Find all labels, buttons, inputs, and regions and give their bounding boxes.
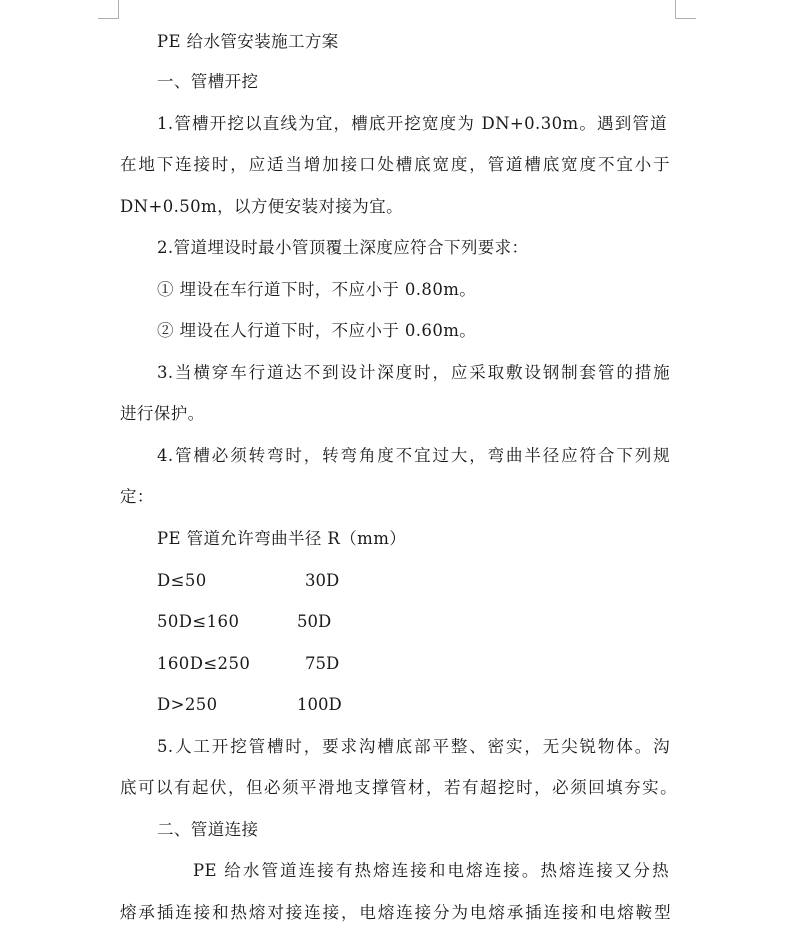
table-cell-condition: D>250: [157, 695, 218, 714]
list-item: ① 埋设在车行道下时，不应小于 0.80m。: [157, 280, 477, 299]
paragraph-line: 进行保护。: [120, 404, 205, 423]
paragraph-line: 底可以有起伏，但必须平滑地支撑管材，若有超挖时，必须回填夯实。: [120, 778, 677, 797]
paragraph-line: 4.管槽必须转弯时，转弯角度不宜过大，弯曲半径应符合下列规: [157, 446, 670, 465]
table-cell-value: 100D: [297, 695, 342, 714]
paragraph-line: 2.管道埋设时最小管顶覆土深度应符合下列要求：: [157, 238, 529, 257]
paragraph-line: 熔承插连接和热熔对接连接，电熔连接分为电熔承插连接和电熔鞍型: [120, 903, 671, 922]
table-cell-value: 30D: [305, 571, 340, 590]
document-title: PE 给水管安装施工方案: [157, 32, 339, 51]
paragraph-line: 1.管槽开挖以直线为宜，槽底开挖宽度为 DN+0.30m。遇到管道: [157, 114, 667, 133]
paragraph-line: 在地下连接时，应适当增加接口处槽底宽度，管道槽底宽度不宜小于: [120, 155, 670, 174]
paragraph-line: 5.人工开挖管槽时，要求沟槽底部平整、密实，无尖锐物体。沟: [157, 737, 670, 756]
paragraph-line: 3.当横穿车行道达不到设计深度时，应采取敷设钢制套管的措施: [157, 363, 670, 382]
paragraph-line: PE 给水管道连接有热熔连接和电熔连接。热熔连接又分热: [193, 861, 669, 880]
margin-corner-mark-left: [98, 0, 119, 19]
section-heading: 一、管槽开挖: [157, 72, 259, 91]
paragraph-line: 定：: [120, 487, 154, 506]
table-cell-condition: D≤50: [157, 571, 207, 590]
table-cell-condition: 160D≤250: [157, 654, 251, 673]
table-cell-value: 75D: [305, 654, 340, 673]
list-item: ② 埋设在人行道下时，不应小于 0.60m。: [157, 321, 477, 340]
table-title: PE 管道允许弯曲半径 R（mm）: [157, 529, 407, 548]
margin-corner-mark-right: [675, 0, 696, 19]
paragraph-line: DN+0.50m，以方便安装对接为宜。: [120, 197, 403, 216]
table-cell-condition: 50D≤160: [157, 612, 240, 631]
section-heading: 二、管道连接: [157, 820, 259, 839]
table-cell-value: 50D: [297, 612, 332, 631]
